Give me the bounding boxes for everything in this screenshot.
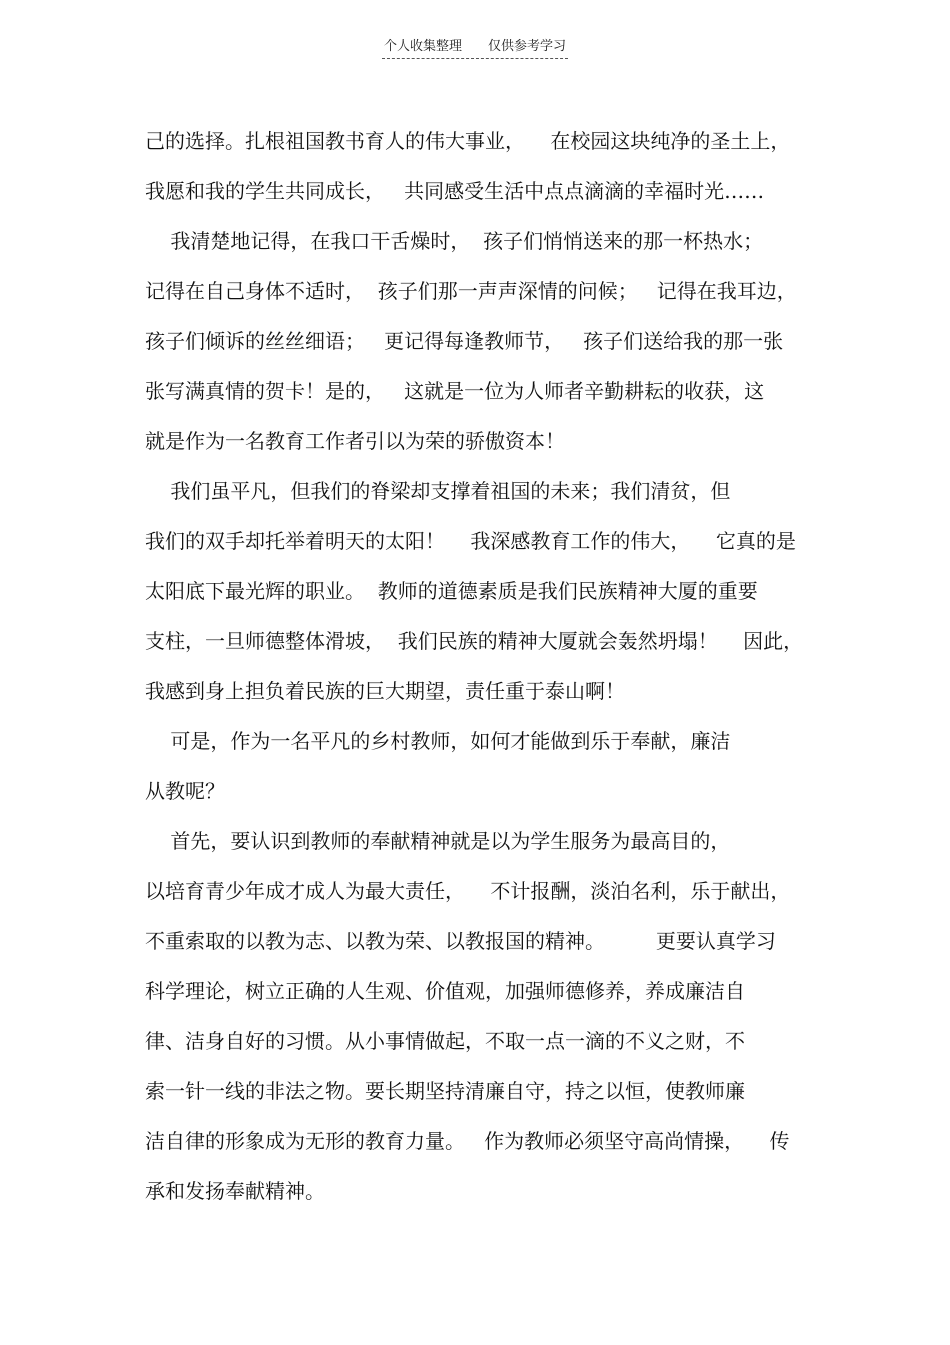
- document-body: [145, 121, 807, 1221]
- text-line: 记得在自己身体不适时， 孩子们那一声声深情的问候； 记得在我耳边，: [145, 279, 797, 303]
- text-line: 以培育青少年成才成人为最大责任， 不计报酬，淡泊名利，乐于献出，: [145, 879, 791, 903]
- header-right-text: 仅供参考学习: [488, 39, 567, 54]
- text-line: 我清楚地记得，在我口干舌燥时， 孩子们悄悄送来的那一杯热水；: [145, 229, 764, 253]
- text-line: 承和发扬奉献精神。: [145, 1179, 325, 1203]
- text-line: 洁自律的形象成为无形的教育力量。 作为教师必须坚守高尚情操， 传: [145, 1129, 790, 1153]
- text-line: 张写满真情的贺卡！是的， 这就是一位为人师者辛勤耕耘的收获，这: [145, 379, 765, 403]
- text-line: 我感到身上担负着民族的巨大期望，责任重于泰山啊！: [145, 679, 625, 703]
- text-line: 可是，作为一名平凡的乡村教师，如何才能做到乐于奉献，廉洁: [145, 729, 731, 753]
- text-line: 太阳底下最光辉的职业。 教师的道德素质是我们民族精神大厦的重要: [145, 579, 758, 603]
- text-line: 首先，要认识到教师的奉献精神就是以为学生服务为最高目的，: [145, 829, 731, 853]
- header-rule: [382, 38, 568, 59]
- page-header: [0, 38, 950, 59]
- text-line: 从教呢？: [145, 779, 225, 803]
- text-line: 我们的双手却托举着明天的太阳！ 我深感教育工作的伟大， 它真的是: [145, 529, 796, 553]
- header-left-text: 个人收集整理: [383, 39, 462, 54]
- text-line: 孩子们倾诉的丝丝细语； 更记得每逢教师节， 孩子们送给我的那一张: [145, 329, 784, 353]
- text-line: 己的选择。扎根祖国教书育人的伟大事业， 在校园这块纯净的圣土上，: [145, 129, 791, 153]
- text-line: 律、洁身自好的习惯。从小事情做起，不取一点一滴的不义之财，不: [145, 1029, 745, 1053]
- text-line: 支柱，一旦师德整体滑坡， 我们民族的精神大厦就会轰然坍塌！ 因此，: [145, 629, 804, 653]
- text-line: 我们虽平凡，但我们的脊梁却支撑着祖国的未来；我们清贫，但: [145, 479, 731, 503]
- text-line: 就是作为一名教育工作者引以为荣的骄傲资本！: [145, 429, 565, 453]
- text-line: 科学理论，树立正确的人生观、价值观，加强师德修养，养成廉洁自: [145, 979, 745, 1003]
- text-line: 我愿和我的学生共同成长， 共同感受生活中点点滴滴的幸福时光……: [145, 179, 765, 203]
- text-line: 不重索取的以教为志、以教为荣、以教报国的精神。 更要认真学习: [145, 929, 776, 953]
- text-line: 索一针一线的非法之物。要长期坚持清廉自守，持之以恒，使教师廉: [145, 1079, 745, 1103]
